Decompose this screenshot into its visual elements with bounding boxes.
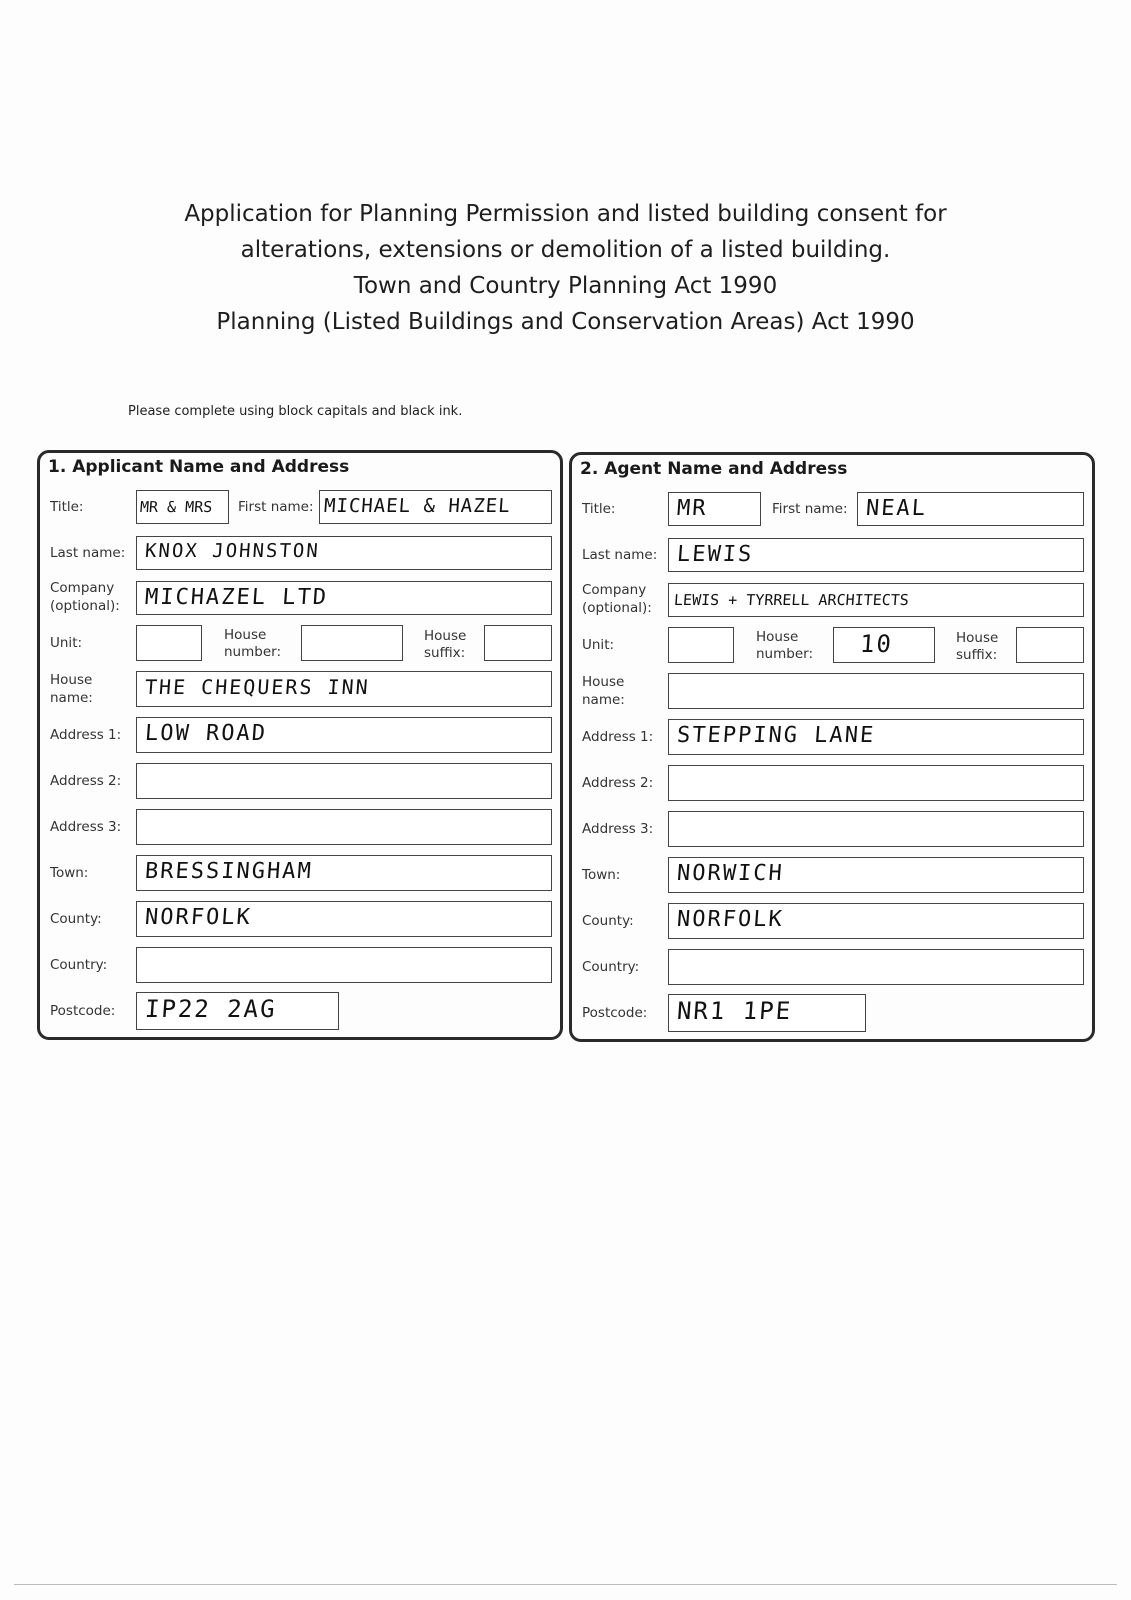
house-suffix-label-1: House (424, 628, 467, 644)
agent-first-name-value: NEAL (865, 496, 928, 521)
county-label: County: (50, 911, 102, 927)
applicant-title-value: MR & MRS (139, 498, 213, 516)
agent-last-name-field[interactable] (668, 538, 1084, 572)
company-label-2: (optional): (50, 598, 120, 614)
applicant-company-value: MICHAZEL LTD (144, 585, 329, 610)
applicant-house-name-field[interactable] (136, 671, 552, 707)
agent-postcode-field[interactable] (668, 994, 866, 1032)
agent-house-number-value: 10 (859, 630, 894, 658)
applicant-house-suffix-field[interactable] (484, 625, 552, 661)
postcode-label: Postcode: (582, 1005, 648, 1021)
applicant-house-name-value: THE CHEQUERS INN (144, 675, 371, 699)
address2-label: Address 2: (582, 775, 654, 791)
house-suffix-label-2: suffix: (956, 647, 998, 663)
company-label-2: (optional): (582, 600, 652, 616)
agent-town-value: NORWICH (676, 861, 785, 886)
agent-house-number-field[interactable] (833, 627, 935, 663)
last-name-label: Last name: (582, 547, 658, 563)
house-suffix-label-1: House (956, 630, 999, 646)
form-title (0, 196, 1131, 340)
applicant-address3-field[interactable] (136, 809, 552, 845)
title-label: Title: (50, 499, 84, 515)
house-number-label-2: number: (756, 646, 813, 662)
address2-label: Address 2: (50, 773, 122, 789)
applicant-unit-field[interactable] (136, 625, 202, 661)
house-name-label-1: House (50, 672, 93, 688)
house-number-label-1: House (224, 627, 267, 643)
agent-company-field[interactable] (668, 583, 1084, 617)
agent-postcode-value: NR1 1PE (676, 997, 794, 1025)
applicant-town-field[interactable] (136, 855, 552, 891)
first-name-label: First name: (772, 501, 848, 517)
agent-last-name-value: LEWIS (676, 542, 755, 567)
agent-heading: 2. Agent Name and Address (580, 459, 848, 479)
applicant-panel (37, 450, 563, 1040)
house-number-label-2: number: (224, 644, 281, 660)
applicant-first-name-value: MICHAEL & HAZEL (323, 495, 512, 517)
agent-address3-field[interactable] (668, 811, 1084, 847)
address3-label: Address 3: (50, 819, 122, 835)
country-label: Country: (582, 959, 640, 975)
agent-title-field[interactable] (668, 492, 761, 526)
agent-county-value: NORFOLK (676, 907, 785, 932)
town-label: Town: (582, 867, 621, 883)
company-label-1: Company (50, 580, 115, 596)
title-label: Title: (582, 501, 616, 517)
agent-address1-value: STEPPING LANE (676, 723, 877, 748)
agent-house-name-field[interactable] (668, 673, 1084, 709)
postcode-label: Postcode: (50, 1003, 116, 1019)
address1-label: Address 1: (582, 729, 654, 745)
applicant-county-field[interactable] (136, 901, 552, 937)
applicant-country-field[interactable] (136, 947, 552, 983)
agent-town-field[interactable] (668, 857, 1084, 893)
applicant-address1-value: LOW ROAD (144, 721, 268, 746)
agent-address1-field[interactable] (668, 719, 1084, 755)
agent-house-suffix-field[interactable] (1016, 627, 1084, 663)
first-name-label: First name: (238, 499, 314, 515)
applicant-address1-field[interactable] (136, 717, 552, 753)
bottom-divider (14, 1584, 1117, 1585)
county-label: County: (582, 913, 634, 929)
agent-unit-field[interactable] (668, 627, 734, 663)
applicant-town-value: BRESSINGHAM (144, 859, 314, 884)
town-label: Town: (50, 865, 89, 881)
unit-label: Unit: (582, 637, 615, 653)
form-title-line-3: Town and Country Planning Act 1990 (353, 273, 778, 299)
form-title-line-1: Application for Planning Permission and listed building consent for (184, 201, 947, 227)
agent-company-value: LEWIS + TYRRELL ARCHITECTS (673, 591, 910, 609)
address1-label: Address 1: (50, 727, 122, 743)
last-name-label: Last name: (50, 545, 126, 561)
house-name-label-1: House (582, 674, 625, 690)
applicant-company-field[interactable] (136, 581, 552, 615)
form-title-line-2: alterations, extensions or demolition of a listed building. (240, 237, 891, 263)
house-number-label-1: House (756, 629, 799, 645)
instruction-text: Please complete using block capitals and black ink. (128, 404, 463, 419)
applicant-house-number-field[interactable] (301, 625, 403, 661)
applicant-heading: 1. Applicant Name and Address (48, 457, 350, 477)
house-name-label-2: name: (582, 692, 625, 708)
agent-county-field[interactable] (668, 903, 1084, 939)
agent-title-value: MR (676, 496, 709, 521)
address3-label: Address 3: (582, 821, 654, 837)
form-title-line-4: Planning (Listed Buildings and Conservation Areas) Act 1990 (216, 309, 915, 335)
applicant-county-value: NORFOLK (144, 905, 253, 930)
country-label: Country: (50, 957, 108, 973)
applicant-address2-field[interactable] (136, 763, 552, 799)
house-suffix-label-2: suffix: (424, 645, 466, 661)
agent-first-name-field[interactable] (857, 492, 1084, 526)
applicant-postcode-field[interactable] (136, 992, 339, 1030)
agent-panel (569, 452, 1095, 1042)
applicant-last-name-value: KNOX JOHNSTON (144, 540, 321, 562)
agent-country-field[interactable] (668, 949, 1084, 985)
applicant-last-name-field[interactable] (136, 536, 552, 570)
company-label-1: Company (582, 582, 647, 598)
house-name-label-2: name: (50, 690, 93, 706)
agent-address2-field[interactable] (668, 765, 1084, 801)
unit-label: Unit: (50, 635, 83, 651)
applicant-first-name-field[interactable] (319, 490, 552, 524)
applicant-title-field[interactable] (136, 490, 229, 524)
applicant-postcode-value: IP22 2AG (144, 995, 278, 1023)
